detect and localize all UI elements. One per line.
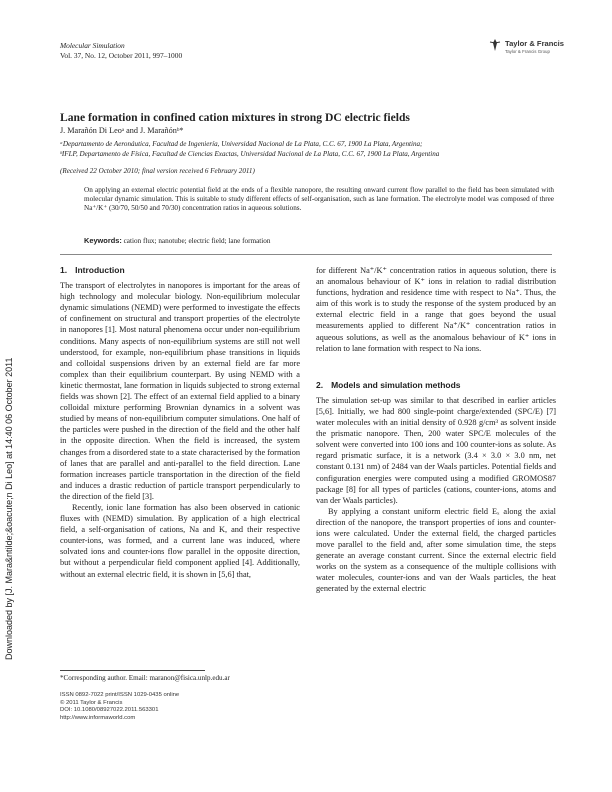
issn: ISSN 0892-7022 print/ISSN 1029-0435 online — [60, 692, 180, 698]
section-2-number: 2. — [316, 379, 324, 390]
publisher-url[interactable]: http://www.informaworld.com — [60, 714, 136, 721]
keywords-list: cation flux; nanotube; electric field; lane formation — [123, 237, 271, 245]
section-2 — [316, 380, 556, 595]
affiliation-b: ᵇIFLP, Departamento de Física, Facultad de Ciencias Exactas, Universidad Nacional de La Plata, C.C. 67, 1900 La Plata, Argentina — [60, 149, 440, 158]
article-authors: J. Marañón Di Leoᵃ and J. Marañónᵇ* — [60, 126, 184, 135]
keywords-label: Keywords: — [84, 236, 122, 245]
methods-paragraph-1: The simulation set-up was similar to that described in earlier articles [5,6]. Initially, we had 800 single-point charge/extended (SPC/E) [7] water molecules with an initial density of 0.928 g/cm³ as solvent inside the prismatic nanopore. Then, 200 water SPC/E molecules of the solvent were converted into 100 ions and 100 counter-ions as solute. As regard prismatic surface, it is a network (3.4 × 3.0 × 3.0 nm, net constant 0.131 nm) of 2484 van der Waals particles. Potential fields and configuration energies were computed using a modified GROMOS87 package [8] for all types of particles (cations, counter-ions, atoms and van der Waals particles). — [316, 395, 556, 505]
column-left — [60, 265, 300, 580]
column-right — [316, 265, 556, 595]
journal-header — [60, 41, 182, 60]
methods-paragraph-2: By applying a constant uniform electric field Eₓ along the axial direction of the nanopore, the transport properties of ions and counter-ions were calculated. Under the external field, the charged particles move parallel to the field and, after some simulation time, the steps generate an average constant current. Since the external electric field works on the system as a consequence of the multiple collisions with water molecules, counter-ions and van der Waals particles, the heat generated by the external electric — [316, 506, 556, 594]
abstract-divider — [60, 254, 552, 255]
footnote-divider — [60, 670, 205, 671]
copyright: © 2011 Taylor & Francis — [60, 699, 123, 706]
section-1-number: 1. — [60, 265, 68, 275]
abstract: On applying an external electric potential field at the ends of a flexible nanopore, the resulting onward current flow parallel to the field has been simulated with molecular dynamic simulation. This is suitable to study different effects of self-organisation, such as lane formation. The electrolyte model was composed of three Na⁺/K⁺ (30/70, 50/50 and 70/30) concentration ratios in aqueous solutions. — [84, 186, 554, 212]
publication-meta — [60, 692, 179, 722]
affiliations — [60, 140, 560, 159]
intro-paragraph-continuation: for different Na⁺/K⁺ concentration ratios in aqueous solution, there is an anomalous behaviour of K⁺ ions in relation to radial distribution functions, hydration and residence time with respect to Na⁺. Thus, the aim of this work is to study the response of the system produced by an external electric field in a range that goes beyond the usual measurements applied to different Na⁺/K⁺ concentration ratios in aqueous solutions, as well as the anomalous behaviour of K⁺ ions in relation to lane formation with respect to Na ions. — [316, 266, 556, 353]
section-2-heading — [316, 380, 556, 391]
publisher-name: Taylor & Francis — [505, 39, 564, 48]
received-dates: (Received 22 October 2010; final version received 6 February 2011) — [60, 167, 255, 175]
intro-paragraph-1: The transport of electrolytes in nanopores is important for the areas of high technology and molecular biology. Non-equilibrium molecular dynamic simulations (NEMD) were performed to investigate the effects of confinement on structural and transport properties of the electrolyte in nanopores [1]. Most natural phenomena occur under non-equilibrium conditions. Many aspects of non-equilibrium systems are still not well understood, for example, non-equilibrium phase transitions in liquids and colloidal suspensions driven by an external field are far more complex than their equilibrium counterpart. By using NEMD with a kinetic thermostat, lane formation in liquids subjected to strong external fields was shown [2]. The effect of an external field applied to a binary colloidal mixture performing Brownian dynamics in a solvent was studied by means of non-equilibrium computer simulations. One half of the particles were pushed in the direction of the field and the other half in the opposite direction. When the field is increased, the system changes from a disordered state to a state characterised by the formation of lanes that are parallel and anti-parallel to the field direction. Lane formation increases particle transportation in the direction of the field and induces a drastic reduction of particle transport perpendicularly to the direction of the field [3]. — [60, 281, 300, 501]
affiliation-a: ᵃDepartamento de Aeronáutica, Facultad de Ingeniería, Universidad Nacional de La Plata, C.C. 67, 1900 La Plata, Argentina; — [60, 140, 423, 148]
section-1-heading — [60, 265, 300, 276]
doi: DOI: 10.1080/08927022.2011.563301 — [60, 707, 159, 714]
journal-volume: Vol. 37, No. 12, October 2011, 997–1000 — [60, 50, 183, 60]
section-1-title: Introduction — [75, 265, 125, 275]
publisher-logo-icon — [488, 38, 502, 52]
intro-paragraph-2: Recently, ionic lane formation has also been observed in cationic fluxes with (NEMD) simulation. By application of a high electrical field, a self-organisation of cations, Na and K, and their respective counter-ions, was formed, and a current lane was induced, where solvated ions and counter-ions flow parallel in the opposite direction, but without a perpendicular field component applied [4]. Additionally, without an external electric field, it is shown in [5,6] that, — [60, 502, 300, 579]
corresponding-author-footnote: *Corresponding author. Email: maranon@fisica.unlp.edu.ar — [60, 674, 230, 682]
download-watermark: Downloaded by [J. Mara&ntilde;&oacute;n Di Leo] at 14:40 06 October 2011 — [4, 357, 14, 660]
publisher-logo — [488, 36, 564, 62]
article-title: Lane formation in confined cation mixtures in strong DC electric fields — [60, 111, 410, 124]
journal-name: Molecular Simulation — [60, 41, 125, 50]
keywords — [84, 236, 554, 245]
publisher-group: Taylor & Francis Group — [505, 49, 550, 54]
section-2-title: Models and simulation methods — [331, 379, 461, 390]
